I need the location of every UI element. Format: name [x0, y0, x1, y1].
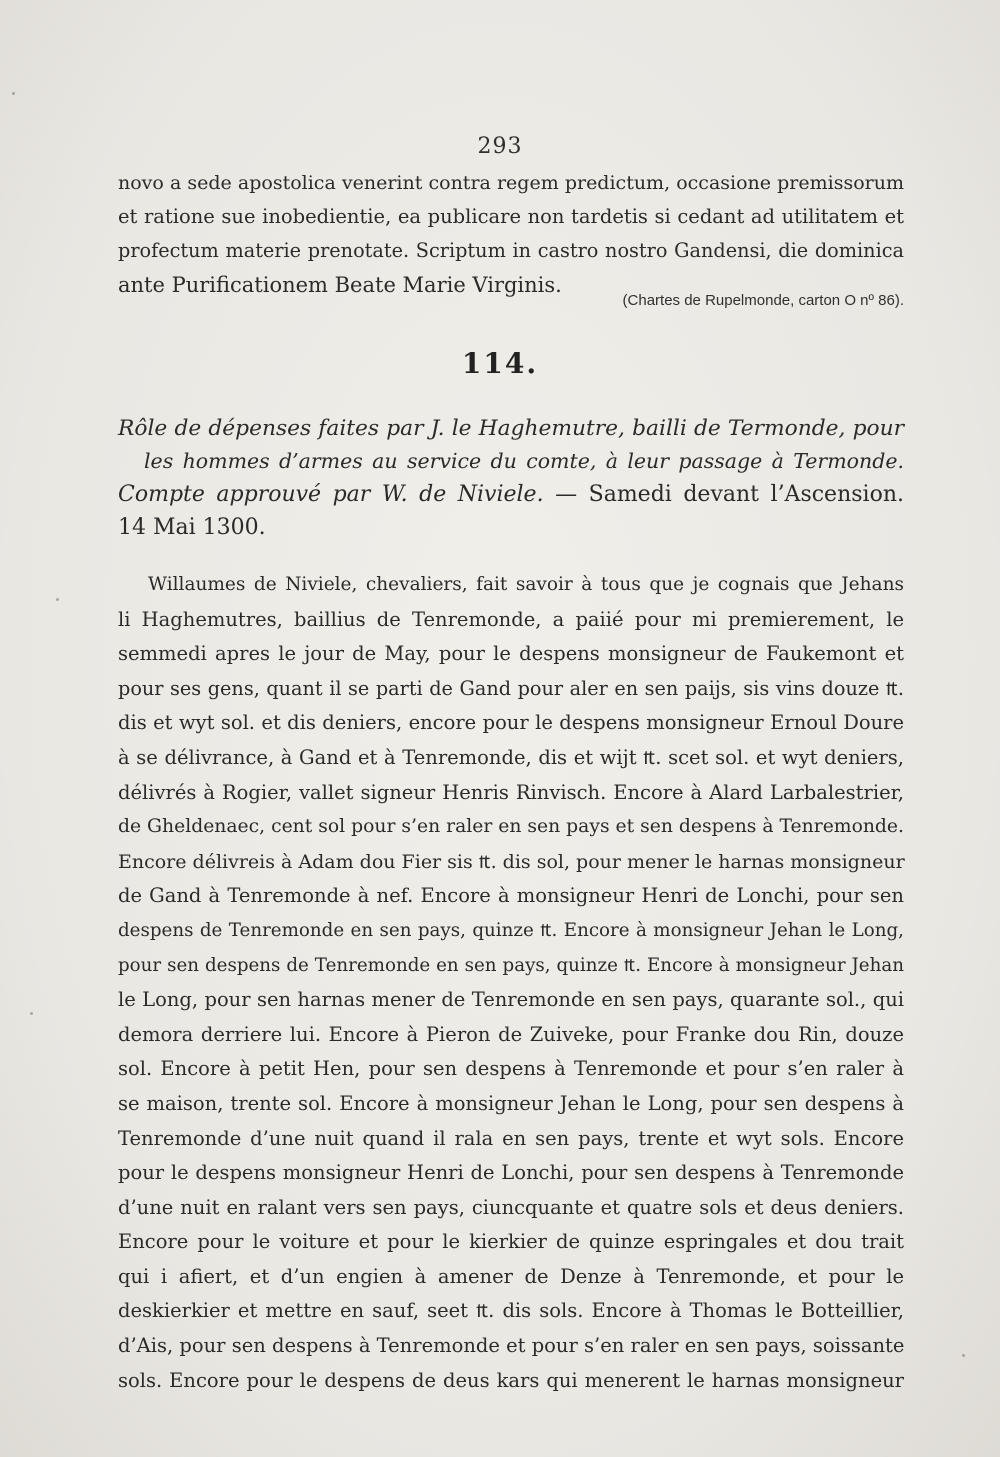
paper-speck	[30, 1012, 33, 1015]
heading-italic: les hommes d’armes au service du comte, à leur passage à Termonde.	[144, 449, 904, 473]
body-line: semmedi apres le jour de May, pour le despens monsigneur de Faukemont et	[118, 642, 904, 666]
heading-italic: Compte approuvé par W. de Niviele.	[118, 482, 544, 507]
body-line: Encore délivreis à Adam dou Fier sis ₶. dis sol, pour mener le harnas monsigneur	[118, 850, 905, 873]
body-line: Tenremonde d’une nuit quand il rala en sen pays, trente et wyt sols. Encore	[118, 1126, 904, 1150]
body-line: se maison, trente sol. Encore à monsigneur Jehan le Long, pour sen despens à	[118, 1091, 904, 1115]
body-line: le Long, pour sen harnas mener de Tenremonde en sen pays, quarante sol., qui	[118, 988, 904, 1012]
previous-text-line: ante Purificationem Beate Marie Virginis.	[118, 273, 562, 297]
body-line: de Gand à Tenremonde à nef. Encore à monsigneur Henri de Lonchi, pour sen	[118, 884, 904, 908]
body-line: despens de Tenremonde en sen pays, quinze ₶. Encore à monsigneur Jehan le Long,	[118, 919, 904, 941]
body-line: dis et wyt sol. et dis deniers, encore pour le despens monsigneur Ernoul Doure	[118, 711, 904, 735]
body-line: délivrés à Rogier, vallet signeur Henris Rinvisch. Encore à Alard Larbalestrier,	[118, 780, 904, 804]
source-citation: (Chartes de Rupelmonde, carton O nº 86).	[622, 292, 904, 309]
body-line: sols. Encore pour le despens de deus kars qui menerent le harnas monsigneur	[118, 1368, 904, 1392]
body-line: d’une nuit en ralant vers sen pays, ciuncquante et quatre sols et deus deniers.	[118, 1195, 904, 1219]
document-body	[118, 568, 904, 1398]
previous-text-line: et ratione sue inobedientie, ea publicare non tardetis si cedant ad utilitatem et	[118, 205, 904, 228]
paper-speck	[962, 1354, 965, 1357]
body-line: qui i afiert, et d’un engien à amener de Denze à Tenremonde, et pour le	[118, 1264, 904, 1288]
body-line: Willaumes de Niviele, chevaliers, fait savoir à tous que je cognais que Jehans	[148, 574, 904, 595]
previous-text-line: novo a sede apostolica venerint contra regem predictum, occasione premissorum	[118, 172, 904, 194]
heading-line	[118, 478, 904, 511]
heading-line	[118, 511, 904, 544]
previous-text-line: profectum materie prenotate. Scriptum in castro nostro Gandensi, die dominica	[118, 239, 904, 262]
heading-italic: Rôle de dépenses faites par J. le Haghemutre, bailli de Termonde, pour	[118, 416, 904, 441]
document-number: 114.	[461, 347, 539, 380]
body-line: Encore pour le voiture et pour le kierkier de quinze espringales et dou trait	[118, 1230, 904, 1254]
paper-speck	[56, 598, 59, 601]
body-line: à se délivrance, à Gand et à Tenremonde, dis et wijt ₶. scet sol. et wyt deniers,	[118, 745, 904, 769]
heading-roman: — Samedi devant l’Ascension.	[543, 482, 904, 507]
body-line: pour le despens monsigneur Henri de Lonchi, pour sen despens à Tenremonde	[118, 1161, 904, 1185]
body-line: sol. Encore à petit Hen, pour sen despens à Tenremonde et pour s’en raler à	[118, 1057, 904, 1081]
body-line: de Gheldenaec, cent sol pour s’en raler en sen pays et sen despens à Tenremonde.	[118, 816, 904, 838]
body-line: pour ses gens, quant il se parti de Gand pour aler en sen paijs, sis vins douze ₶.	[118, 676, 904, 700]
body-line: li Haghemutres, baillius de Tenremonde, a paiié pour mi premierement, le	[118, 607, 904, 631]
body-line: deskierkier et mettre en sauf, seet ₶. dis sols. Encore à Thomas le Botteillier,	[118, 1299, 904, 1323]
previous-document-text	[118, 166, 904, 302]
heading-line	[118, 445, 904, 478]
body-line: d’Ais, pour sen despens à Tenremonde et pour s’en raler en sen pays, soissante	[118, 1334, 905, 1358]
document-heading	[118, 412, 904, 544]
heading-date: 14 Mai 1300.	[118, 515, 266, 540]
page-number: 293	[477, 134, 523, 159]
body-line: pour sen despens de Tenremonde en sen pays, quinze ₶. Encore à monsigneur Jehan	[118, 954, 904, 976]
body-line: demora derriere lui. Encore à Pieron de Zuiveke, pour Franke dou Rin, douze	[118, 1022, 904, 1046]
heading-line	[118, 412, 904, 445]
paper-speck	[12, 92, 15, 95]
